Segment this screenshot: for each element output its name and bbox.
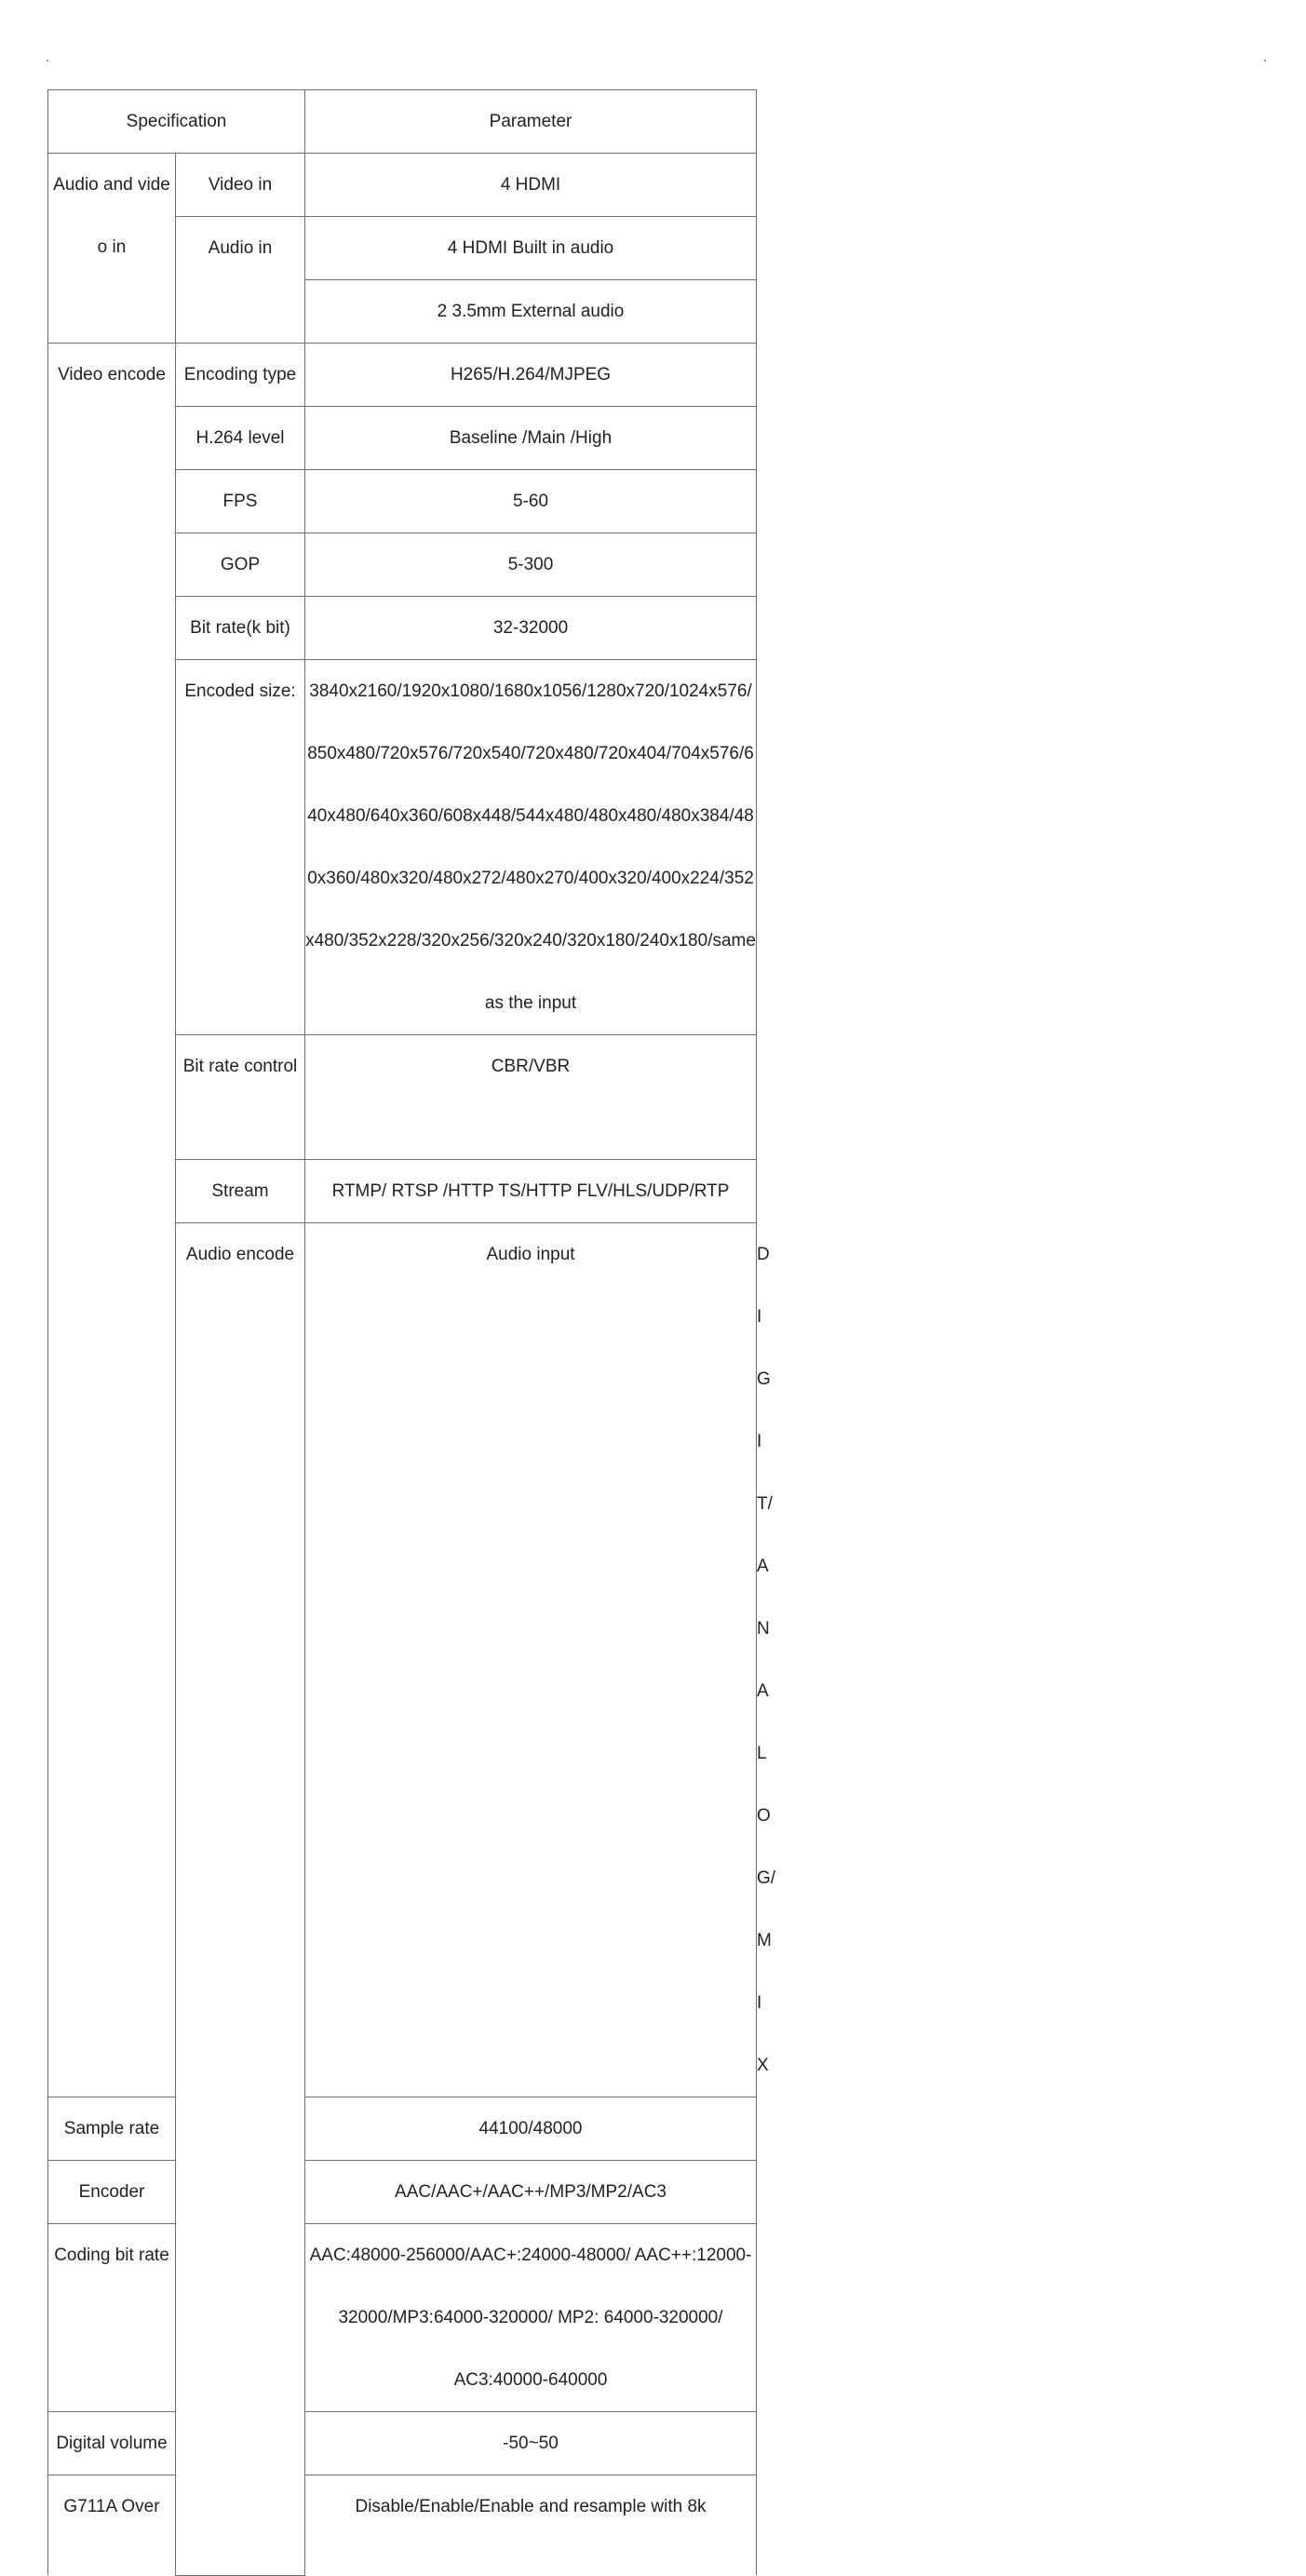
value-sample-rate: 44100/48000 (305, 2097, 757, 2161)
label-stream: Stream (176, 1160, 305, 1223)
label-bit-rate-control: Bit rate control (176, 1035, 305, 1160)
spec-table (47, 89, 776, 2576)
page-corner-mark-left (47, 60, 48, 61)
value-coding-bit-rate: AAC:48000-256000/AAC+:24000-48000/ AAC++:12000-32000/MP3:64000-320000/ MP2: 64000-320000/ AC3:40000-640000 (305, 2224, 757, 2412)
label-fps: FPS (176, 470, 305, 533)
label-encoding-type: Encoding type (176, 344, 305, 407)
table-header-row (48, 90, 757, 154)
table-row (48, 2475, 757, 2576)
header-specification: Specification (48, 90, 305, 154)
value-gop: 5-300 (305, 533, 757, 597)
value-encoding-type: H265/H.264/MJPEG (305, 344, 757, 407)
value-stream: RTMP/ RTSP /HTTP TS/HTTP FLV/HLS/UDP/RTP (305, 1160, 757, 1223)
value-g711a: Disable/Enable/Enable and resample with 8k (305, 2475, 757, 2576)
value-encoded-size: 3840x2160/1920x1080/1680x1056/1280x720/1024x576/850x480/720x576/720x540/720x480/720x404/704x576/640x480/640x360/608x448/544x480/480x480/480x384/480x360/480x320/480x272/480x270/400x320/400x224/352x480/352x228/320x256/320x240/320x180/240x180/same as the input (305, 660, 757, 1035)
label-bit-rate: Bit rate(k bit) (176, 597, 305, 660)
value-fps: 5-60 (305, 470, 757, 533)
value-h264-level: Baseline /Main /High (305, 407, 757, 470)
header-parameter: Parameter (305, 90, 757, 154)
label-video-in: Video in (176, 154, 305, 217)
value-bit-rate: 32-32000 (305, 597, 757, 660)
value-encoder: AAC/AAC+/AAC++/MP3/MP2/AC3 (305, 2161, 757, 2224)
group-video-encode: Video encode (48, 344, 176, 2097)
label-h264-level: H.264 level (176, 407, 305, 470)
table-row (48, 2097, 757, 2161)
label-audio-in: Audio in (176, 217, 305, 344)
page-corner-mark-right (1264, 60, 1266, 61)
label-coding-bit-rate: Coding bit rate (48, 2224, 176, 2412)
label-digital-volume: Digital volume (48, 2412, 176, 2475)
value-bit-rate-control: CBR/VBR (305, 1035, 757, 1160)
value-audio-in-external: 2 3.5mm External audio (305, 280, 757, 344)
value-audio-in: 4 HDMI Built in audio (305, 217, 757, 280)
label-sample-rate: Sample rate (48, 2097, 176, 2161)
table-row (48, 2224, 757, 2412)
table-row (48, 154, 757, 217)
value-digital-volume: -50~50 (305, 2412, 757, 2475)
table-row: Audio encode Audio input DIGIT/ANALOG/MIX (48, 1223, 757, 2097)
group-audio-encode: Audio encode (176, 1223, 305, 2576)
table-row (48, 344, 757, 407)
label-audio-input: Audio input (305, 1223, 757, 2097)
value-video-in: 4 HDMI (305, 154, 757, 217)
label-encoder: Encoder (48, 2161, 176, 2224)
group-audio-video-in: Audio and video in (48, 154, 176, 344)
label-gop: GOP (176, 533, 305, 597)
table-row (48, 2161, 757, 2224)
label-g711a: G711A Over (48, 2475, 176, 2576)
label-encoded-size: Encoded size: (176, 660, 305, 1035)
table-row (48, 2412, 757, 2475)
